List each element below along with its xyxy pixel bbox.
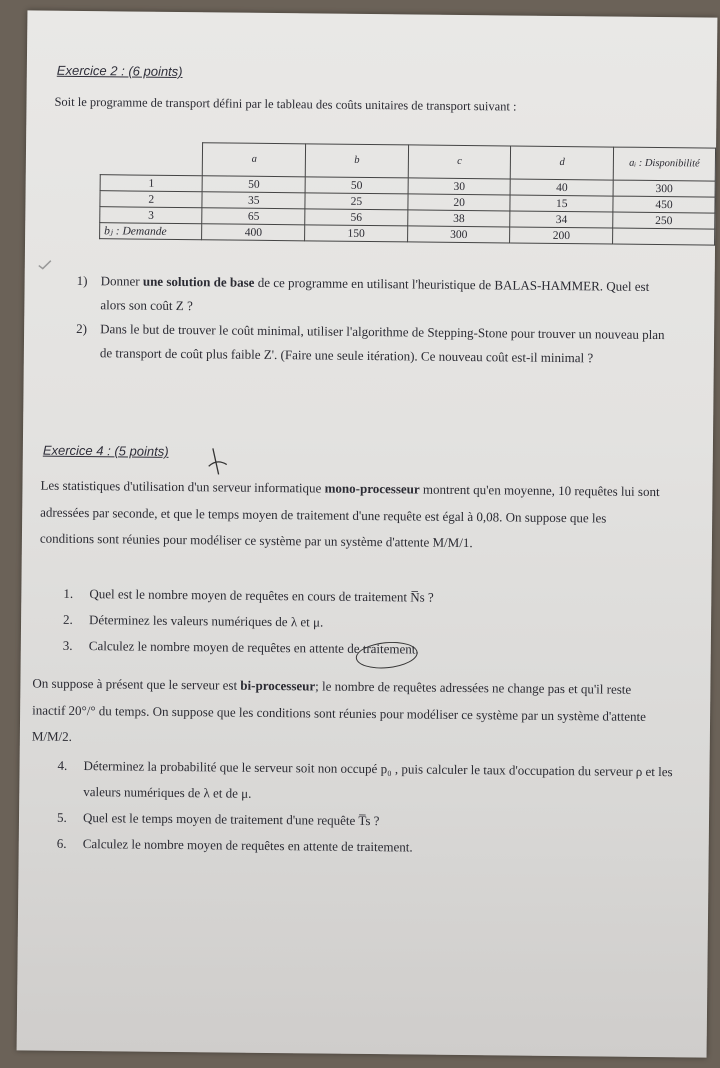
list-item <box>57 831 683 864</box>
item-number: 4. <box>57 757 68 773</box>
cost-cell: 30 <box>408 178 511 195</box>
cost-cell: 56 <box>305 209 408 226</box>
cost-cell: 35 <box>202 192 305 209</box>
dispo-cell: 300 <box>613 180 715 197</box>
demand-cell: 150 <box>305 225 408 242</box>
cost-cell: 65 <box>202 208 305 225</box>
document-content <box>17 10 718 1057</box>
table-corner <box>100 142 203 176</box>
cost-cell: 15 <box>510 195 613 212</box>
item-number: 3. <box>62 637 73 653</box>
cost-cell: 50 <box>305 177 408 194</box>
cost-cell: 20 <box>408 194 511 211</box>
cost-cell: 50 <box>203 176 306 193</box>
item-text: Calculez le nombre moyen de requêtes en attente de traitement. <box>88 638 419 657</box>
exercise-2-intro: Soit le programme de transport défini par le tableau des coûts unitaires de transport suivant : <box>54 94 517 114</box>
exercise-4-questions-b <box>57 753 684 864</box>
dispo-header: aᵢ : Disponibilité <box>613 147 715 181</box>
question-number: 1) <box>76 272 88 289</box>
question-text: de ce programme en utilisant l'heuristique de BALAS-HAMMER. Quel est alors son coût Z ? <box>100 274 650 314</box>
cost-cell: 34 <box>510 211 613 228</box>
dispo-cell: 450 <box>613 196 715 213</box>
column-header: b <box>305 144 408 178</box>
demand-empty-cell <box>613 228 715 245</box>
cost-cell: 38 <box>408 210 511 227</box>
exercise-4-paragraph-2 <box>32 671 653 757</box>
transport-cost-table <box>99 141 716 245</box>
paper-sheet <box>17 10 718 1057</box>
question-1 <box>76 269 666 323</box>
row-label: 2 <box>100 191 203 208</box>
paragraph-text: On suppose à présent que le serveur est <box>32 675 241 693</box>
paragraph-text: montrent qu'en moyenne, 10 requêtes lui sont adressées par seconde, et que le temps moyen de traitement d'une requête est égal à 0,08. On suppose que les conditions sont réunies pour modéliser ce système par un système d'attente M/M/1. <box>39 481 660 551</box>
item-number: 2. <box>63 611 73 627</box>
question-bold-text: une solution de base <box>142 273 255 290</box>
item-text: Calculez le nombre moyen de requêtes en attente de traitement. <box>82 836 413 855</box>
demand-label: bⱼ : Demande <box>100 223 203 240</box>
demand-cell: 300 <box>407 226 510 243</box>
paragraph-text: Les statistiques d'utilisation d'un serveur informatique <box>40 477 325 496</box>
item-text: Quel est le nombre moyen de requêtes en cours de traitement N̅s ? <box>89 586 434 605</box>
question-2 <box>76 317 666 371</box>
item-text: Quel est le temps moyen de traitement d'une requête T̅s ? <box>82 810 380 829</box>
item-number: 5. <box>56 809 67 825</box>
question-number: 2) <box>76 320 88 337</box>
question-text: Donner <box>100 273 143 289</box>
cost-cell: 40 <box>511 179 614 196</box>
item-text: Déterminez la probabilité que le serveur soit non occupé p₀ , puis calculer le taux d'occupation du serveur ρ et les valeurs numériques de λ et de μ. <box>83 758 673 801</box>
cost-cell: 25 <box>305 193 408 210</box>
demand-cell: 200 <box>510 227 613 244</box>
row-label: 1 <box>100 175 203 192</box>
list-item <box>57 753 684 812</box>
exercise-4-title: Exercice 4 : (5 points) <box>42 442 169 459</box>
item-text: Déterminez les valeurs numériques de λ et μ. <box>89 612 324 630</box>
exercise-2-title: Exercice 2 : (6 points) <box>56 62 183 80</box>
exercise-4-paragraph-1 <box>40 473 661 559</box>
dispo-cell: 250 <box>613 212 715 229</box>
item-number: 1. <box>63 585 74 601</box>
check-mark-icon <box>37 259 53 271</box>
paragraph-bold-text: bi-processeur <box>240 677 316 694</box>
paragraph-text: ; le nombre de requêtes adressées ne change pas et qu'il reste inactif 20°/° du temps. On suppose que les conditions sont réunies pour modéliser ce système par un système d'attente M/M/2. <box>31 678 647 744</box>
demand-cell: 400 <box>202 224 305 241</box>
question-text: Dans le but de trouver le coût minimal, utiliser l'algorithme de Stepping-Stone pour trouver un nouveau plan de transport de coût plus faible Z'. (Faire une seule itération). Ce nouveau coût est-il minimal ? <box>99 321 665 366</box>
column-header: d <box>511 146 614 180</box>
item-number: 6. <box>56 835 67 851</box>
exercise-2-questions <box>76 269 667 371</box>
paragraph-bold-text: mono-processeur <box>324 480 420 497</box>
column-header: a <box>203 143 306 177</box>
column-header: c <box>408 145 511 179</box>
row-label: 3 <box>100 207 203 224</box>
